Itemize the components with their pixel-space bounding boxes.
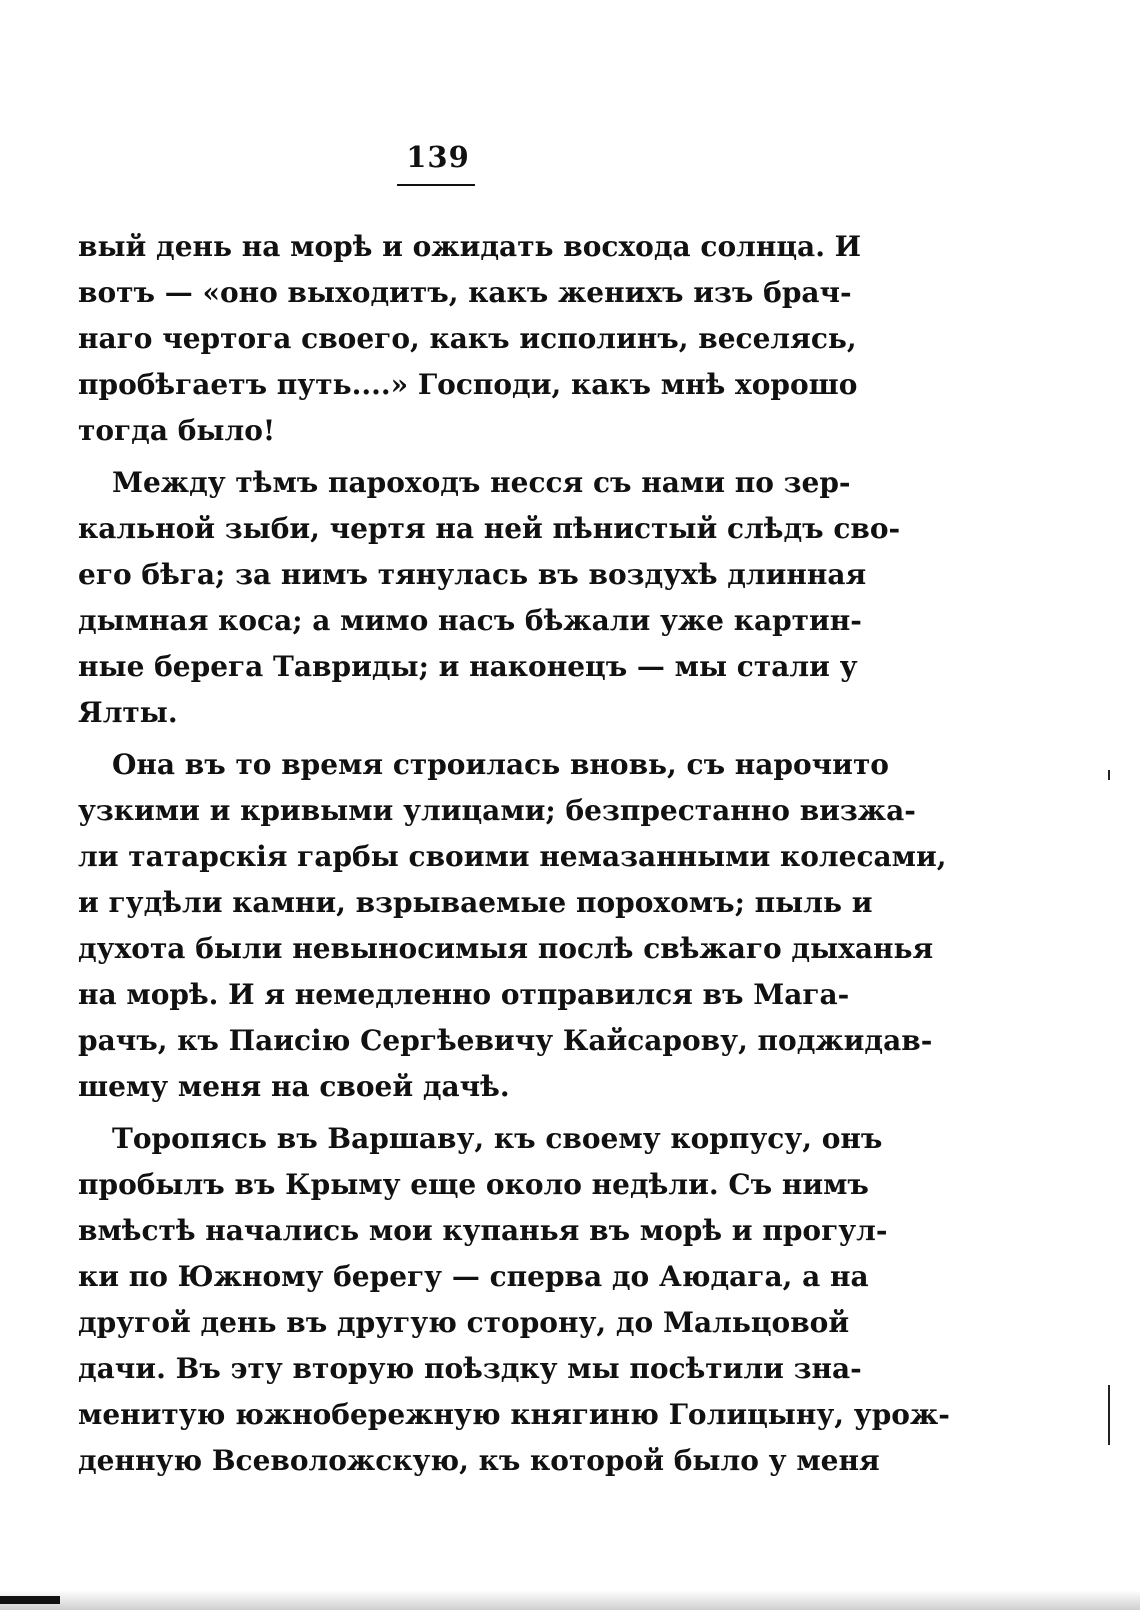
text-line: духота были невыносимыя послѣ свѣжаго дыханья — [78, 932, 934, 965]
text-line: ли татарскія гарбы своими немазанными колесами, — [78, 840, 947, 873]
text-line: Между тѣмъ пароходъ несся съ нами по зер- — [112, 466, 851, 499]
text-line: тогда было! — [78, 414, 276, 447]
text-line: рачъ, къ Паисію Сергѣевичу Кайсарову, поджидав- — [78, 1024, 933, 1057]
text-line: пробылъ въ Крыму еще около недѣли. Съ нимъ — [78, 1168, 869, 1201]
text-line: ные берега Тавриды; и наконецъ — мы стали у — [78, 650, 858, 683]
text-line: вый день на морѣ и ожидать восхода солнца. И — [78, 230, 862, 263]
text-line: денную Всеволожскую, къ которой было у меня — [78, 1444, 880, 1477]
text-line: дачи. Въ эту вторую поѣздку мы посѣтили зна- — [78, 1352, 862, 1385]
text-line: пробѣгаетъ путь....» Господи, какъ мнѣ хорошо — [78, 368, 858, 401]
text-line: другой день въ другую сторону, до Мальцовой — [78, 1306, 850, 1339]
text-line: шему меня на своей дачѣ. — [78, 1070, 510, 1103]
text-line: наго чертога своего, какъ исполинъ, веселясь, — [78, 322, 857, 355]
text-line: кальной зыби, чертя на ней пѣнистый слѣдъ сво- — [78, 512, 901, 545]
text-line: Ялты. — [78, 696, 178, 729]
text-line: Она въ то время строилась вновь, съ нарочито — [112, 748, 889, 781]
margin-mark — [1108, 1385, 1110, 1445]
text-line: Торопясь въ Варшаву, къ своему корпусу, онъ — [112, 1122, 883, 1155]
page-bottom-mark — [0, 1596, 60, 1604]
text-line: на морѣ. И я немедленно отправился въ Мага- — [78, 978, 850, 1011]
text-line: ки по Южному берегу — сперва до Аюдага, а на — [78, 1260, 869, 1293]
text-line: его бѣга; за нимъ тянулась въ воздухѣ длинная — [78, 558, 867, 591]
page-number-rule — [397, 184, 475, 186]
text-line: дымная коса; а мимо насъ бѣжали уже картин- — [78, 604, 862, 637]
margin-mark — [1108, 770, 1110, 780]
text-line: вмѣстѣ начались мои купанья въ морѣ и прогул- — [78, 1214, 888, 1247]
text-line: менитую южнобережную княгиню Голицыну, урож- — [78, 1398, 950, 1431]
page-bottom-edge — [0, 1590, 1140, 1610]
page-number: 139 — [406, 140, 470, 174]
text-line: и гудѣли камни, взрываемые порохомъ; пыль и — [78, 886, 873, 919]
text-line: узкими и кривыми улицами; безпрестанно визжа- — [78, 794, 916, 827]
text-line: вотъ — «оно выходитъ, какъ женихъ изъ брач- — [78, 276, 852, 309]
body-text — [78, 224, 950, 1484]
